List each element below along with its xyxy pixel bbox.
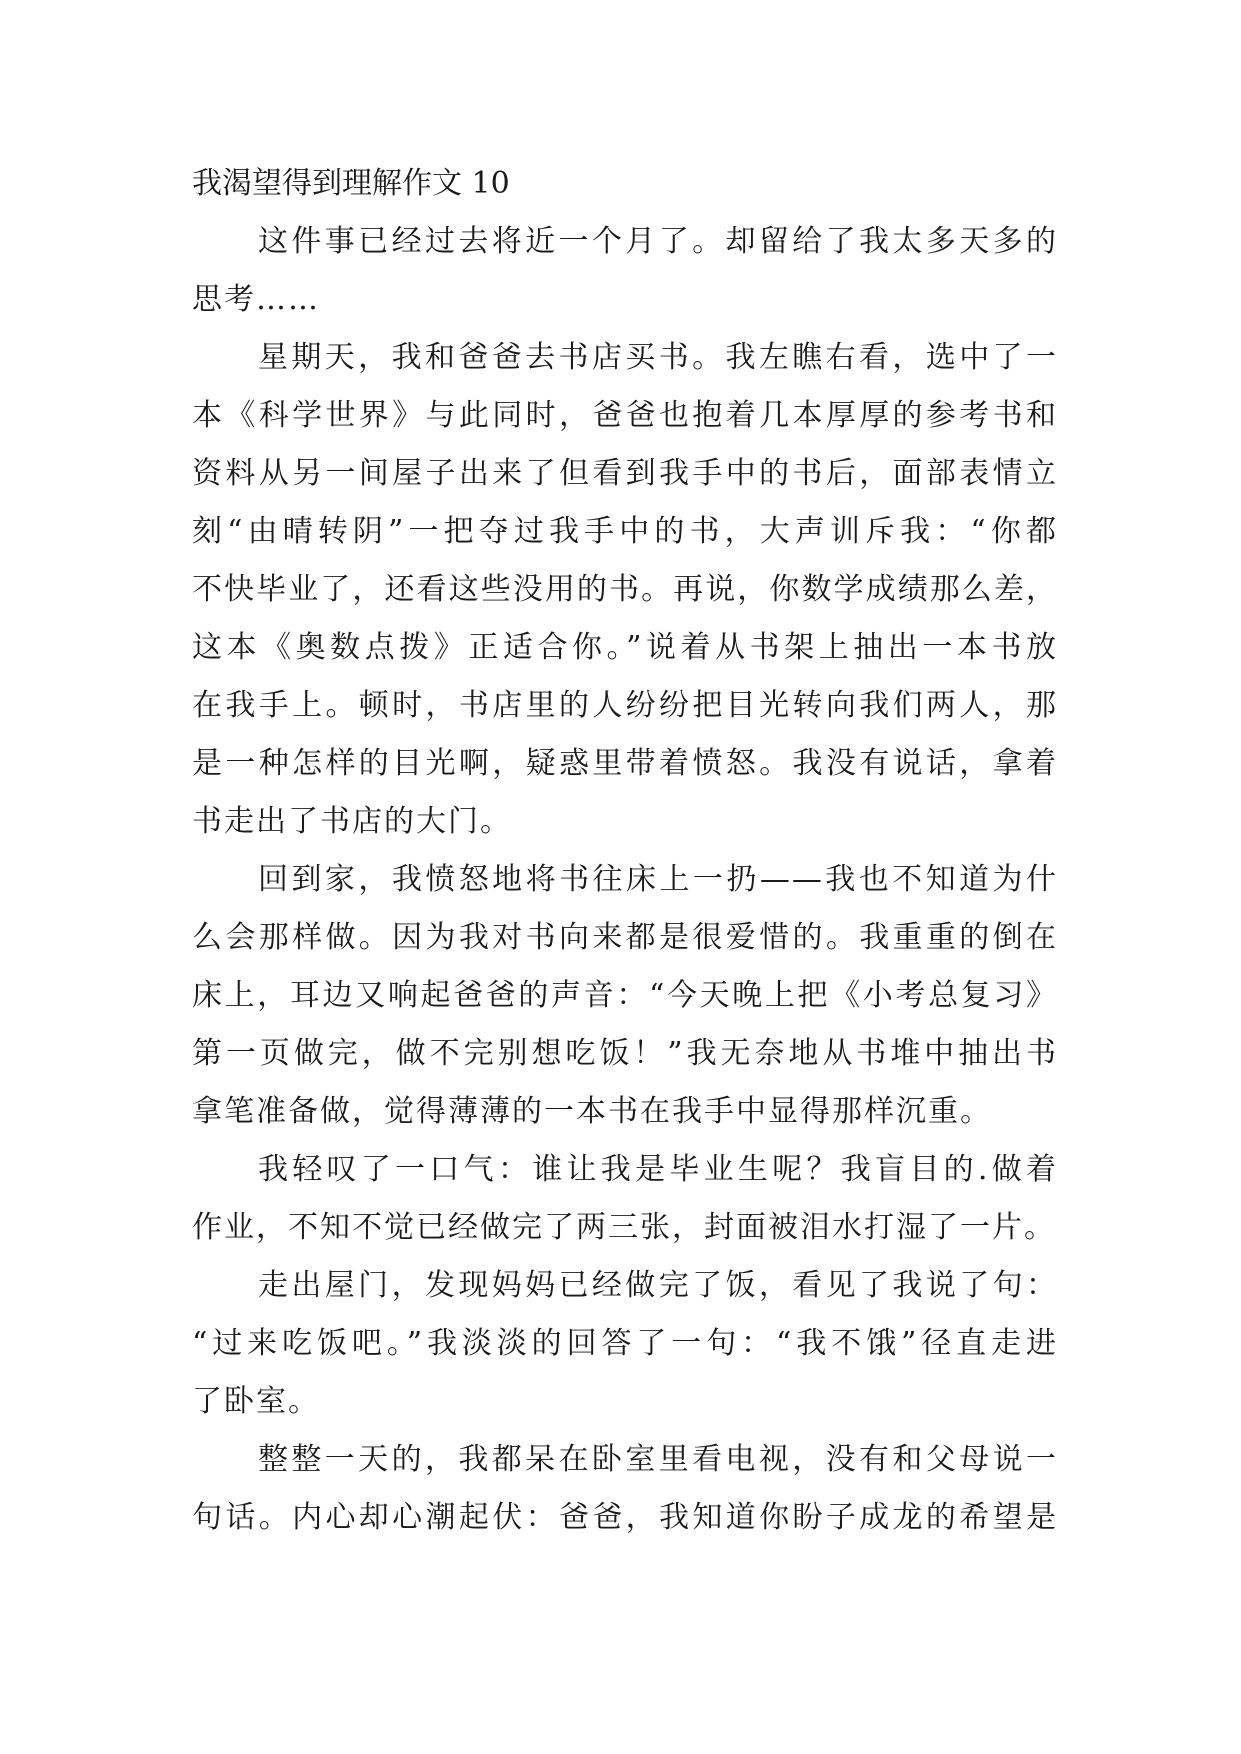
text-line: 了卧室。 xyxy=(192,1384,320,1419)
paragraph xyxy=(192,1431,1058,1547)
text-line: 思考…… xyxy=(192,282,320,317)
paragraph xyxy=(192,1257,1058,1431)
text-line: 书走出了书店的大门。 xyxy=(192,804,512,839)
text-line: 拿笔准备做，觉得薄薄的一本书在我手中显得那样沉重。 xyxy=(192,1094,992,1129)
document-title: 我渴望得到理解作文 10 xyxy=(192,166,510,201)
text-line: 这本《奥数点拨》正适合你。”说着从书架上抽出一本书放 xyxy=(192,630,1058,665)
text-line: 走出屋门，发现妈妈已经做完了饭，看见了我说了句： xyxy=(258,1268,1058,1303)
document-body xyxy=(192,155,1058,1547)
text-line: 整整一天的，我都呆在卧室里看电视，没有和父母说一 xyxy=(258,1442,1058,1477)
paragraph xyxy=(192,213,1058,329)
text-line: 回到家，我愤怒地将书往床上一扔——我也不知道为什 xyxy=(258,862,1058,897)
text-line: 刻“由晴转阴”一把夺过我手中的书，大声训斥我：“你都 xyxy=(192,514,1058,549)
text-line: 我轻叹了一口气：谁让我是毕业生呢？我盲目的.做着 xyxy=(258,1152,1058,1187)
text-line: 在我手上。顿时，书店里的人纷纷把目光转向我们两人，那 xyxy=(192,688,1058,723)
text-line: 第一页做完，做不完别想吃饭！”我无奈地从书堆中抽出书 xyxy=(192,1036,1058,1071)
text-line: 作业，不知不觉已经做完了两三张，封面被泪水打湿了一片。 xyxy=(192,1210,1056,1245)
text-line: “过来吃饭吧。”我淡淡的回答了一句：“我不饿”径直走进 xyxy=(192,1326,1058,1361)
text-line: 床上，耳边又响起爸爸的声音：“今天晚上把《小考总复习》 xyxy=(192,978,1058,1013)
text-line: 这件事已经过去将近一个月了。却留给了我太多天多的 xyxy=(258,224,1058,259)
text-line: 么会那样做。因为我对书向来都是很爱惜的。我重重的倒在 xyxy=(192,920,1058,955)
text-line: 资料从另一间屋子出来了但看到我手中的书后，面部表情立 xyxy=(192,456,1058,491)
paragraph xyxy=(192,1141,1058,1257)
text-line: 句话。内心却心潮起伏：爸爸，我知道你盼子成龙的希望是 xyxy=(192,1500,1058,1535)
text-line: 星期天，我和爸爸去书店买书。我左瞧右看，选中了一 xyxy=(258,340,1058,375)
text-line: 是一种怎样的目光啊，疑惑里带着愤怒。我没有说话，拿着 xyxy=(192,746,1058,781)
paragraph xyxy=(192,329,1058,851)
text-line: 本《科学世界》与此同时，爸爸也抱着几本厚厚的参考书和 xyxy=(192,398,1058,433)
paragraph xyxy=(192,851,1058,1141)
text-line: 不快毕业了，还看这些没用的书。再说，你数学成绩那么差， xyxy=(192,572,1058,607)
